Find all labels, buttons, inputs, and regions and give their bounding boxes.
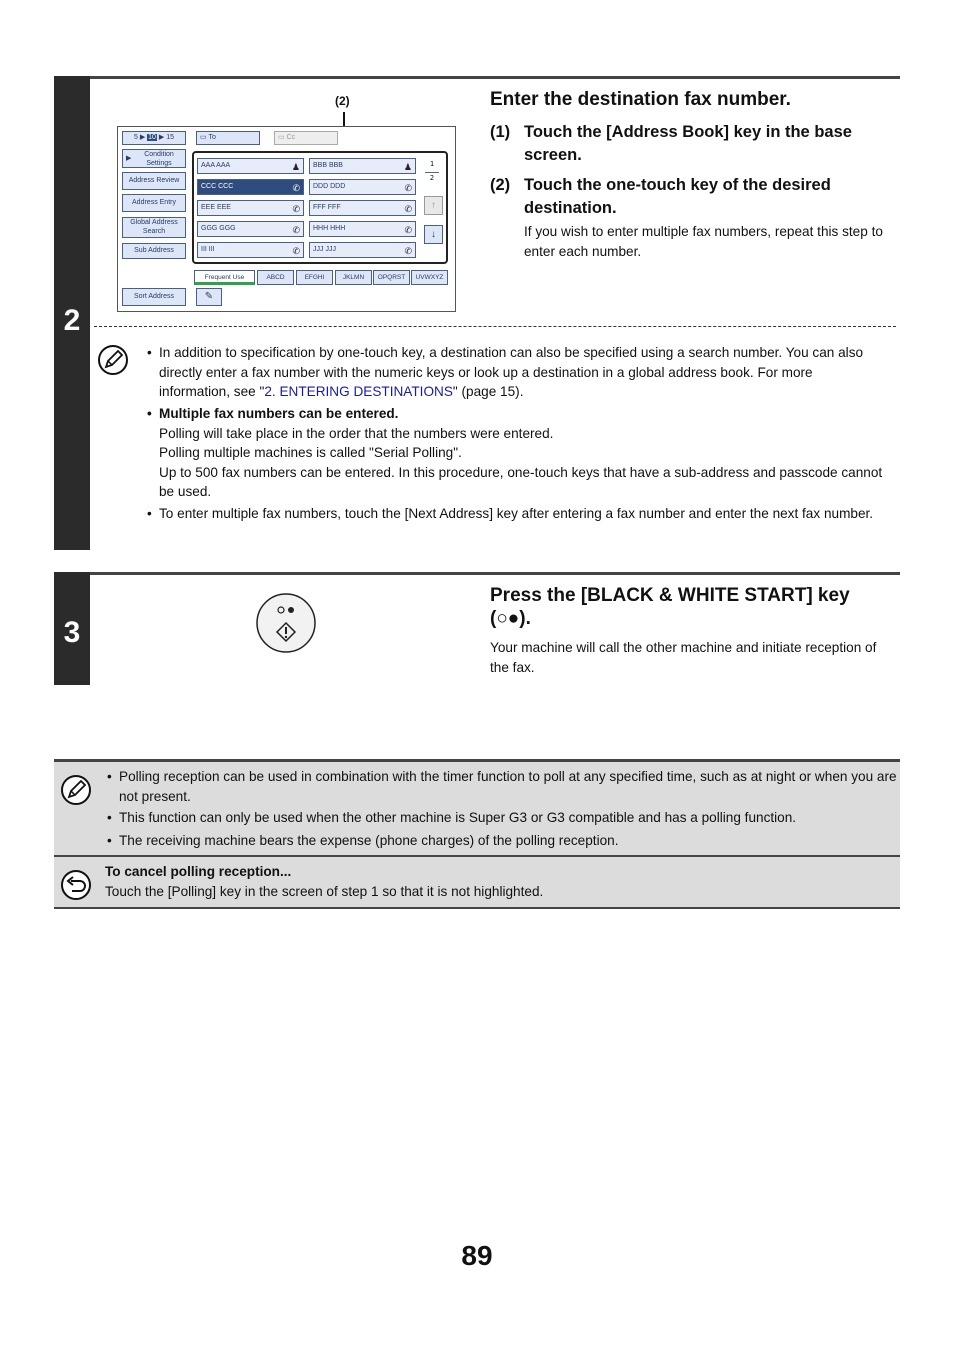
step3-heading-line2: (○●).	[490, 608, 531, 629]
substep-1-text: Touch the [Address Book] key in the base screen.	[524, 123, 852, 164]
one-touch-key[interactable]	[197, 242, 304, 258]
scroll-down-button[interactable]	[424, 225, 443, 244]
cc-label: Cc	[286, 134, 296, 141]
note-text: The receiving machine bears the expense (phone charges) of the polling reception.	[119, 833, 619, 848]
global-address-search-button[interactable]	[122, 217, 186, 238]
step2-top-rule	[54, 76, 900, 79]
note-text: Up to 500 fax numbers can be entered. In this procedure, one-touch keys that have a sub-address and passcode cannot be used.	[159, 464, 883, 499]
tab-abcd[interactable]	[257, 270, 294, 285]
tab-efghi[interactable]	[296, 270, 333, 285]
bullet-dot: •	[107, 833, 112, 848]
step3-heading	[490, 584, 900, 630]
cancel-note-text: Touch the [Polling] key in the screen of step 1 so that it is not highlighted.	[105, 883, 544, 899]
sort-address-label: Sort Address	[133, 293, 175, 300]
phone-icon: ✆	[404, 246, 412, 256]
page-indicator-divider	[425, 172, 439, 173]
address-review-button[interactable]	[122, 172, 186, 190]
address-entry-label: Address Entry	[132, 199, 176, 206]
page-prev: 5	[133, 134, 138, 141]
arrow-right-icon: ▶	[158, 134, 165, 141]
key-label: FFF FFF	[313, 204, 341, 211]
one-touch-key[interactable]	[197, 221, 304, 237]
cc-field[interactable]	[274, 131, 338, 145]
page-indicator-bottom: 2	[429, 174, 435, 182]
phone-icon: ✆	[292, 204, 300, 214]
to-label: To	[208, 134, 216, 141]
note-text: Polling reception can be used in combination with the timer function to poll at any specified time, such as at night or when you are not present.	[119, 769, 897, 804]
note-text: This function can only be used when the other machine is Super G3 or G3 compatible and has a polling function.	[119, 810, 797, 825]
cancel-note-content	[105, 862, 885, 901]
pencil-note-icon	[60, 774, 92, 806]
tab-label: JKLMN	[342, 274, 365, 281]
phone-icon: ✆	[404, 225, 412, 235]
note-text: Polling multiple machines is called "Serial Polling".	[159, 445, 462, 460]
sub-address-label: Sub Address	[134, 247, 174, 254]
tab-label: ABCD	[266, 274, 285, 281]
bullet-dot: •	[147, 506, 152, 521]
page-number: 89	[461, 1240, 493, 1271]
phone-icon: ✆	[292, 183, 300, 193]
page-indicator-top: 1	[429, 160, 435, 168]
key-label: BBB BBB	[313, 162, 343, 169]
step3-heading-line1: Press the [BLACK & WHITE START] key	[490, 585, 850, 606]
one-touch-key[interactable]	[309, 200, 416, 216]
step3-number: 3	[63, 616, 81, 649]
bullet-dot: •	[147, 406, 152, 421]
key-label: AAA AAA	[201, 162, 231, 169]
tab-label: UVWXYZ	[415, 274, 444, 281]
group-icon: ♟	[403, 162, 412, 172]
key-label: DDD DDD	[313, 183, 346, 190]
step3-detail: Your machine will call the other machine and initiate reception of the fax.	[490, 640, 877, 675]
step2-bar	[54, 76, 90, 550]
entering-destinations-link[interactable]: 2. ENTERING DESTINATIONS	[264, 384, 453, 399]
key-label: CCC CCC	[201, 183, 234, 190]
key-label: JJJ JJJ	[313, 246, 336, 253]
undo-icon	[60, 869, 92, 901]
callout-label: (2)	[335, 94, 350, 108]
tab-uvwxyz[interactable]	[411, 270, 448, 285]
step2-substep-1	[490, 121, 900, 167]
to-field[interactable]	[196, 131, 260, 145]
condition-settings-button[interactable]	[122, 149, 186, 168]
step2-note-bullet-3	[147, 504, 887, 544]
step2-note-bullet-1	[147, 343, 887, 403]
page-selector[interactable]	[122, 131, 186, 145]
step2-heading: Enter the destination fax number.	[490, 89, 791, 110]
bottom-note-bullet-3	[107, 831, 897, 851]
sort-address-button[interactable]	[122, 288, 186, 306]
note-text: To enter multiple fax numbers, touch the [Next Address] key after entering a fax number and enter the next fax number.	[159, 506, 874, 521]
one-touch-key[interactable]	[309, 158, 416, 174]
phone-icon: ✆	[292, 225, 300, 235]
key-label: HHH HHH	[313, 225, 346, 232]
pencil-note-icon	[97, 344, 125, 372]
step3-top-rule	[54, 572, 900, 575]
bottom-note-bullet-1	[107, 767, 897, 807]
cancel-note-bottom-rule	[54, 907, 900, 909]
address-review-label: Address Review	[128, 177, 180, 184]
key-label: III III	[201, 246, 215, 253]
one-touch-key[interactable]	[309, 179, 416, 195]
arrow-up-icon: ↑	[431, 200, 436, 211]
one-touch-key-selected[interactable]	[197, 179, 304, 195]
tab-frequent-use[interactable]	[194, 270, 255, 285]
black-white-start-key-icon	[255, 592, 317, 654]
tab-opqrst[interactable]	[373, 270, 410, 285]
group-icon: ♟	[291, 162, 300, 172]
bullet-dot: •	[107, 769, 112, 784]
address-book-icon-button[interactable]	[196, 288, 222, 306]
note-text: Polling will take place in the order that the numbers were entered.	[159, 425, 554, 441]
step2-number: 2	[63, 304, 81, 337]
tab-label: OPQRST	[377, 274, 406, 281]
note-text: " (page 15).	[452, 384, 524, 399]
bullet-dot: •	[147, 345, 152, 360]
cancel-note-title: To cancel polling reception...	[105, 864, 292, 879]
bullet-dot: •	[107, 810, 112, 825]
arrow-right-icon: ▶	[139, 134, 146, 141]
tab-label: Frequent Use	[204, 274, 245, 281]
substep-2-number: (2)	[490, 176, 511, 194]
fax-icon: ▭	[200, 134, 207, 141]
one-touch-key[interactable]	[197, 200, 304, 216]
address-book-icon: ✎	[204, 291, 214, 302]
arrow-down-icon: ↓	[431, 229, 436, 240]
one-touch-key[interactable]	[309, 242, 416, 258]
tab-label: EFGHI	[304, 274, 325, 281]
tab-jklmn[interactable]	[335, 270, 372, 285]
substep-2-text: Touch the one-touch key of the desired destination.	[524, 176, 831, 217]
scroll-up-button[interactable]	[424, 196, 443, 215]
step2-note-bullet-2	[147, 404, 887, 504]
substep-2-detail: If you wish to enter multiple fax numbers, repeat this step to enter each number.	[524, 224, 883, 259]
note-bold-title: Multiple fax numbers can be entered.	[159, 406, 399, 421]
step3-bar	[54, 572, 90, 685]
phone-icon: ✆	[292, 246, 300, 256]
fax-icon: ▭	[278, 134, 285, 141]
key-label: GGG GGG	[201, 225, 236, 232]
key-label: EEE EEE	[201, 204, 231, 211]
page-current: 10	[148, 134, 156, 141]
one-touch-key[interactable]	[309, 221, 416, 237]
triangle-right-icon: ▶	[126, 155, 132, 162]
note-text: In addition to specification by one-touch key, a destination can also be specified using a search number. You can also directly enter a fax number with the numeric keys or look up a destination in a global address book. For more information, see "	[159, 345, 864, 399]
page-next: 15	[166, 134, 175, 141]
bottom-note-bullet-2	[107, 808, 897, 828]
sub-address-button[interactable]	[122, 243, 186, 259]
one-touch-key[interactable]	[197, 158, 304, 174]
phone-icon: ✆	[404, 183, 412, 193]
phone-icon: ✆	[404, 204, 412, 214]
address-entry-button[interactable]	[122, 194, 186, 212]
condition-settings-label: Condition Settings	[144, 151, 174, 167]
global-address-search-label: Global Address Search	[130, 219, 178, 235]
substep-1-number: (1)	[490, 123, 511, 141]
dashed-separator	[94, 326, 896, 327]
step2-substep-2	[490, 174, 900, 220]
